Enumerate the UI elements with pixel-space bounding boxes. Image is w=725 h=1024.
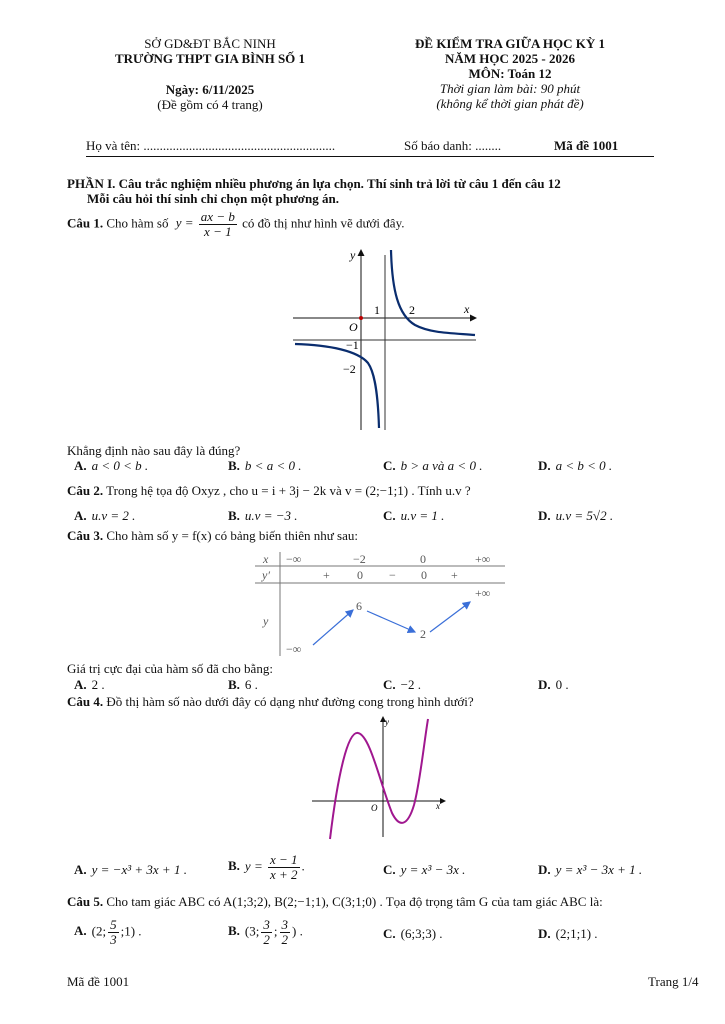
option-d[interactable]	[538, 508, 613, 524]
tick-2: 2	[409, 303, 415, 317]
exam-code: Mã đề 1001	[554, 138, 619, 153]
option-label: B.	[228, 677, 240, 692]
option-d[interactable]	[538, 862, 642, 878]
fraction	[261, 918, 272, 947]
exam-title: ĐỀ KIỂM TRA GIỮA HỌC KỲ 1	[415, 36, 605, 51]
option-label: A.	[74, 923, 87, 939]
question-3-prompt: Giá trị cực đại của hàm số đã cho bằng:	[67, 661, 273, 676]
question-label: Câu 1.	[67, 215, 104, 231]
option-b[interactable]	[228, 853, 305, 882]
option-label: C.	[383, 926, 396, 941]
option-text: b < a < 0 .	[244, 458, 302, 473]
option-text: −2 .	[400, 677, 421, 692]
option-a[interactable]	[74, 677, 105, 693]
sign: +	[323, 568, 330, 582]
option-text: (6;3;3) .	[400, 926, 443, 941]
option-b[interactable]	[228, 458, 301, 474]
question-math: y =	[175, 215, 194, 231]
origin-point	[359, 316, 363, 320]
question-text: Trong hệ tọa độ Oxyz , cho u = i + 3j − 2k và v = (2;−1;1) . Tính u.v ?	[106, 483, 471, 498]
option-label: D.	[538, 926, 551, 941]
candidate-row	[86, 138, 654, 157]
sign: 0	[357, 568, 363, 582]
option-text: 6 .	[244, 677, 258, 692]
name-field: Họ và tên: ...........................................................	[86, 138, 336, 153]
option-d[interactable]	[538, 677, 569, 693]
school-year: NĂM HỌC 2025 - 2026	[445, 51, 575, 66]
option-label: C.	[383, 862, 396, 877]
question-1-prompt: Khẳng định nào sau đây là đúng?	[67, 443, 241, 458]
x-value: −∞	[286, 552, 302, 566]
y-value: −∞	[286, 642, 302, 656]
question-text: Đồ thị hàm số nào dưới đây có dạng như đường cong trong hình dưới?	[106, 694, 474, 709]
question-text: Cho hàm số y = f(x) có bảng biến thiên như sau:	[106, 528, 358, 543]
option-d[interactable]	[538, 926, 598, 942]
option-label: D.	[538, 677, 551, 692]
option-text: u.v = −3 .	[244, 508, 298, 523]
option-d[interactable]	[538, 458, 612, 474]
x-value: 0	[420, 552, 426, 566]
option-label: A.	[74, 677, 87, 692]
option-label: A.	[74, 508, 87, 523]
question-label: Câu 2.	[67, 483, 104, 498]
fraction-numerator: x − 1	[269, 852, 298, 867]
header-left	[90, 36, 330, 112]
option-text: 2 .	[91, 677, 105, 692]
fraction-denominator: x + 2	[269, 867, 298, 882]
y-axis-label: y	[350, 248, 356, 262]
y-value: 2	[420, 627, 426, 641]
option-label: B.	[228, 458, 240, 473]
option-label: B.	[228, 508, 240, 523]
option-c[interactable]	[383, 677, 421, 693]
option-c[interactable]	[383, 926, 443, 942]
question-label: Câu 3.	[67, 528, 104, 543]
header-right	[385, 36, 635, 111]
option-c[interactable]	[383, 508, 444, 524]
decrease-arrow	[367, 611, 415, 632]
option-text: (3;	[244, 923, 260, 939]
fraction	[280, 918, 291, 947]
option-text: u.v = 2 .	[91, 508, 136, 523]
option-label: C.	[383, 508, 396, 523]
option-c[interactable]	[383, 862, 465, 878]
yp-row-label: y′	[262, 568, 270, 582]
graph-left-branch	[295, 344, 379, 428]
option-text: ;	[273, 923, 278, 939]
option-a[interactable]	[74, 458, 148, 474]
footer-code: Mã đề 1001	[67, 974, 130, 989]
option-text: y = x³ − 3x .	[400, 862, 466, 877]
tick-minus-1: −1	[346, 338, 359, 352]
duration: Thời gian làm bài: 90 phút	[439, 81, 581, 96]
option-text: a < b < 0 .	[555, 458, 613, 473]
fraction	[199, 210, 237, 239]
sign: 0	[421, 568, 427, 582]
graph-right-branch	[391, 250, 475, 335]
option-text: ;1) .	[120, 923, 142, 939]
id-field: Số báo danh: ........	[404, 138, 502, 153]
option-label: C.	[383, 458, 396, 473]
option-text: a < 0 < b .	[91, 458, 149, 473]
option-label: B.	[228, 923, 240, 939]
fraction-numerator: 3	[281, 917, 288, 932]
option-a[interactable]	[74, 508, 135, 524]
question-text: Cho hàm số	[106, 215, 169, 231]
question-text: có đồ thị như hình vẽ dưới đây.	[242, 215, 405, 231]
fraction-denominator: 2	[263, 932, 270, 947]
option-text: y = −x³ + 3x + 1 .	[91, 862, 187, 877]
x-row-label: x	[263, 552, 269, 566]
option-text: ) .	[292, 923, 303, 939]
origin-label: O	[349, 320, 358, 334]
fraction-denominator: 2	[281, 932, 288, 947]
option-label: B.	[228, 858, 240, 874]
fraction-numerator: 3	[263, 917, 270, 932]
option-b[interactable]	[228, 508, 298, 524]
duration-note: (không kể thời gian phát đề)	[436, 96, 584, 111]
subject: MÔN: Toán 12	[468, 66, 552, 81]
footer-page: Trang 1/4	[648, 974, 699, 989]
dept-name: SỞ GD&ĐT BẮC NINH	[144, 36, 276, 51]
x-axis-label: x	[436, 801, 440, 811]
tick-minus-2: −2	[343, 362, 356, 376]
question-5	[67, 894, 603, 910]
option-label: D.	[538, 458, 551, 473]
option-a[interactable]	[74, 862, 187, 878]
option-text: (2;1;1) .	[555, 926, 598, 941]
option-b[interactable]	[228, 677, 258, 693]
question-label: Câu 4.	[67, 694, 104, 709]
fraction	[268, 853, 300, 882]
option-label: D.	[538, 508, 551, 523]
option-text: .	[301, 858, 305, 874]
cubic-curve	[330, 719, 428, 839]
option-label: A.	[74, 862, 87, 877]
question-3	[67, 528, 358, 544]
option-text: u.v = 5√2 .	[555, 508, 614, 523]
option-label: A.	[74, 458, 87, 473]
option-text: y =	[244, 858, 263, 874]
y-axis-label: y	[385, 717, 389, 727]
fraction-denominator: x − 1	[204, 224, 232, 239]
question-label: Câu 5.	[67, 894, 104, 909]
option-label: D.	[538, 862, 551, 877]
school-name: TRƯỜNG THPT GIA BÌNH SỐ 1	[114, 51, 306, 66]
tick-1: 1	[374, 303, 380, 317]
section-title-line: PHẦN I. Câu trắc nghiệm nhiều phương án lựa chọn. Thí sinh trả lời từ câu 1 đến câu 12	[67, 176, 561, 191]
question-4	[67, 694, 474, 710]
option-text: b > a và a < 0 .	[400, 458, 483, 473]
q1-graph	[290, 245, 480, 435]
exam-date: Ngày: 6/11/2025	[165, 82, 255, 97]
increase-arrow	[430, 602, 470, 632]
fraction-denominator: 3	[110, 932, 117, 947]
x-value: −2	[353, 552, 366, 566]
question-2	[67, 483, 471, 499]
section-subtitle: Mỗi câu hỏi thí sinh chỉ chọn một phương án.	[87, 191, 339, 206]
option-text: y = x³ − 3x + 1 .	[555, 862, 643, 877]
fraction-numerator: ax − b	[200, 209, 235, 224]
origin-label: O	[371, 803, 378, 813]
y-value: +∞	[475, 586, 491, 600]
question-1	[67, 210, 404, 239]
sign: −	[389, 568, 396, 582]
option-c[interactable]	[383, 458, 482, 474]
fraction	[108, 918, 119, 947]
option-a[interactable]	[74, 918, 142, 947]
y-row-label: y	[263, 614, 269, 628]
option-text: u.v = 1 .	[400, 508, 445, 523]
y-value: 6	[356, 599, 362, 613]
option-text: 0 .	[555, 677, 569, 692]
option-b[interactable]	[228, 918, 303, 947]
x-axis-label: x	[464, 302, 470, 316]
increase-arrow	[313, 610, 353, 645]
fraction-numerator: 5	[110, 917, 117, 932]
q4-graph	[310, 713, 450, 841]
variation-table	[255, 550, 505, 658]
section-title	[67, 176, 561, 206]
x-value: +∞	[475, 552, 491, 566]
option-label: C.	[383, 677, 396, 692]
option-text: (2;	[91, 923, 107, 939]
sign: +	[451, 568, 458, 582]
pages-note: (Đề gồm có 4 trang)	[157, 97, 263, 112]
question-text: Cho tam giác ABC có A(1;3;2), B(2;−1;1), C(3;1;0) . Tọa độ trọng tâm G của tam giác ABC là:	[106, 894, 603, 909]
